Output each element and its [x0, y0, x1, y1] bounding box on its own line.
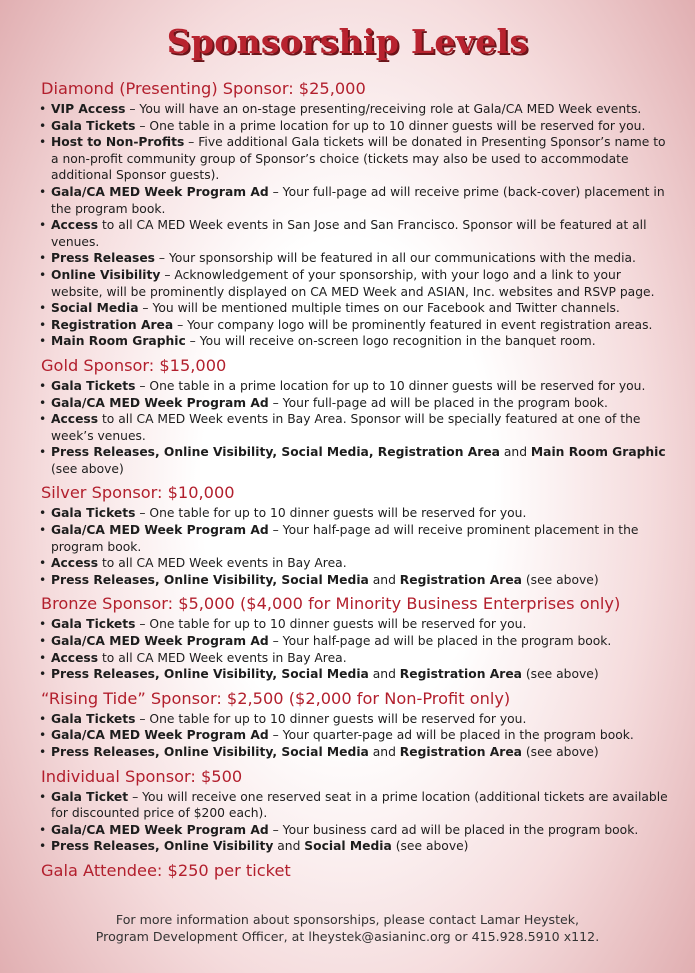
- benefit-name: Gala Ticket: [51, 789, 129, 804]
- sponsor-level-section: [41, 483, 671, 588]
- benefit-description: (see above): [521, 745, 599, 759]
- benefit-description: – You will receive one reserved seat in a prime location (additional tickets are available for discounted price of $200 each).: [51, 789, 668, 821]
- benefit-item: [39, 650, 671, 667]
- benefit-list: [41, 711, 671, 761]
- sponsor-level-heading: Gala Attendee: $250 per ticket: [41, 860, 291, 880]
- benefit-name: Gala Tickets: [51, 617, 136, 632]
- benefit-description: – You will receive on-screen logo recognition in the banquet room.: [185, 334, 596, 349]
- benefit-name: Main Room Graphic: [51, 334, 186, 349]
- benefit-description: – You will have an on-stage presenting/receiving role at Gala/CA MED Week events.: [125, 102, 642, 116]
- benefit-description: – Your half-page ad will be placed in the program book.: [268, 634, 612, 649]
- benefit-item: [39, 184, 671, 217]
- benefit-description: to all CA MED Week events in Bay Area. Sponsor will be specially featured at one of the week’s venues.: [51, 412, 641, 443]
- sponsor-level-section: [41, 79, 671, 350]
- benefit-name: VIP Access: [51, 102, 126, 116]
- sponsor-level-heading: Gold Sponsor: $15,000: [41, 355, 227, 375]
- benefit-name: Gala Tickets: [51, 506, 136, 521]
- benefit-name: Social Media: [51, 301, 139, 316]
- benefit-name: Gala/CA MED Week Program Ad: [51, 523, 269, 538]
- sponsor-level-section: [41, 356, 671, 478]
- benefit-item: [39, 744, 671, 761]
- benefit-description: (see above): [391, 839, 469, 854]
- benefit-name: Registration Area: [51, 317, 174, 332]
- benefit-description: and: [273, 839, 305, 854]
- sponsor-level-heading: Silver Sponsor: $10,000: [41, 483, 235, 503]
- benefit-description: – Acknowledgement of your sponsorship, with your logo and a link to your website, will be prominently displayed on CA MED Week and ASIAN, Inc. websites and RSVP page.: [51, 267, 655, 299]
- benefit-item: [39, 789, 671, 822]
- benefit-item: [39, 134, 671, 184]
- sponsor-level-heading: Individual Sponsor: $500: [41, 766, 243, 786]
- benefit-item: [39, 505, 671, 522]
- benefit-item: [39, 522, 671, 555]
- benefit-item: [39, 378, 671, 395]
- benefit-description: (see above): [521, 667, 599, 682]
- benefit-item: [39, 633, 671, 650]
- benefit-description: – Your full-page ad will receive prime (back-cover) placement in the program book.: [51, 184, 665, 216]
- sponsor-level-section: [41, 689, 671, 761]
- footer-line-1: For more information about sponsorships, please contact Lamar Heystek,: [115, 912, 580, 927]
- benefit-name: Registration Area: [399, 572, 522, 587]
- benefit-name: Gala/CA MED Week Program Ad: [51, 634, 269, 649]
- benefit-description: (see above): [51, 461, 124, 476]
- benefit-list: [41, 505, 671, 588]
- benefit-list: [41, 789, 671, 855]
- benefit-name: Press Releases, Online Visibility, Social Media, Registration Area: [51, 445, 500, 460]
- benefit-name: Gala/CA MED Week Program Ad: [51, 822, 269, 837]
- benefit-name: Gala Tickets: [51, 118, 136, 133]
- benefit-description: – Your quarter-page ad will be placed in the program book.: [268, 728, 634, 743]
- sponsor-level-section: [41, 594, 671, 682]
- benefit-item: [39, 727, 671, 744]
- benefit-item: [39, 118, 671, 135]
- benefit-name: Main Room Graphic: [530, 445, 666, 460]
- benefit-description: to all CA MED Week events in San Jose and San Francisco. Sponsor will be featured at all venues.: [51, 218, 647, 249]
- sponsor-level-section: [41, 767, 671, 855]
- benefit-name: Host to Non-Profits: [51, 135, 185, 150]
- benefit-description: and: [368, 572, 400, 587]
- benefit-name: Press Releases, Online Visibility, Social Media: [51, 667, 369, 682]
- benefit-description: – Your half-page ad will receive prominent placement in the program book.: [51, 523, 639, 554]
- benefit-description: – You will be mentioned multiple times on our Facebook and Twitter channels.: [138, 301, 620, 316]
- benefit-name: Gala/CA MED Week Program Ad: [51, 184, 269, 199]
- benefit-list: [41, 616, 671, 682]
- benefit-description: – Your company logo will be prominently featured in event registration areas.: [173, 317, 653, 332]
- benefit-name: Press Releases, Online Visibility: [51, 839, 274, 854]
- benefit-name: Gala Tickets: [51, 711, 136, 726]
- benefit-name: Gala/CA MED Week Program Ad: [51, 728, 269, 743]
- benefit-description: and: [499, 445, 531, 460]
- benefit-item: [39, 267, 671, 300]
- benefit-description: – Your sponsorship will be featured in all our communications with the media.: [154, 251, 636, 266]
- benefit-item: [39, 250, 671, 267]
- benefit-description: – Your full-page ad will be placed in the program book.: [268, 395, 608, 410]
- benefit-description: – One table for up to 10 dinner guests will be reserved for you.: [135, 617, 527, 632]
- benefit-name: Access: [51, 650, 99, 665]
- benefit-description: and: [368, 745, 400, 759]
- benefit-item: [39, 395, 671, 412]
- benefit-item: [39, 217, 671, 250]
- benefit-description: – One table for up to 10 dinner guests will be reserved for you.: [135, 711, 527, 726]
- sponsorship-levels-list: [41, 79, 671, 887]
- benefit-description: to all CA MED Week events in Bay Area.: [98, 556, 347, 571]
- benefit-item: [39, 838, 671, 855]
- sponsor-level-heading: Bronze Sponsor: $5,000 ($4,000 for Minority Business Enterprises only): [41, 594, 621, 614]
- benefit-item: [39, 101, 671, 118]
- benefit-item: [39, 572, 671, 589]
- benefit-name: Press Releases: [51, 251, 155, 266]
- benefit-item: [39, 444, 671, 477]
- benefit-description: – One table for up to 10 dinner guests will be reserved for you.: [135, 506, 527, 521]
- benefit-item: [39, 711, 671, 728]
- benefit-name: Registration Area: [399, 667, 522, 682]
- benefit-name: Social Media: [304, 839, 392, 854]
- page-title: Sponsorship Levels: [166, 22, 529, 61]
- benefit-item: [39, 666, 671, 683]
- benefit-name: Gala/CA MED Week Program Ad: [51, 395, 269, 410]
- benefit-name: Access: [51, 218, 99, 233]
- benefit-name: Access: [51, 412, 99, 427]
- benefit-item: [39, 300, 671, 317]
- benefit-description: (see above): [521, 572, 599, 587]
- benefit-name: Press Releases, Online Visibility, Social Media: [51, 572, 369, 587]
- benefit-description: – Your business card ad will be placed in the program book.: [268, 822, 639, 837]
- sponsor-level-section: [41, 861, 671, 881]
- benefit-description: to all CA MED Week events in Bay Area.: [98, 650, 347, 665]
- benefit-item: [39, 555, 671, 572]
- benefit-name: Access: [51, 556, 99, 571]
- benefit-description: – Five additional Gala tickets will be donated in Presenting Sponsor’s name to a non-profit community group of Sponsor’s choice (tickets may also be used to accommodate additional Sponsor guests).: [51, 135, 666, 183]
- benefit-name: Online Visibility: [51, 267, 161, 282]
- contact-footer: [0, 911, 695, 945]
- benefit-name: Press Releases, Online Visibility, Social Media: [51, 745, 369, 759]
- benefit-name: Gala Tickets: [51, 378, 136, 393]
- benefit-list: [41, 378, 671, 478]
- benefit-item: [39, 333, 671, 350]
- benefit-item: [39, 411, 671, 444]
- benefit-description: and: [368, 667, 400, 682]
- sponsor-level-heading: Diamond (Presenting) Sponsor: $25,000: [41, 79, 366, 98]
- benefit-name: Registration Area: [399, 745, 522, 759]
- benefit-item: [39, 822, 671, 839]
- footer-line-2: Program Development Officer, at lheystek@asianinc.org or 415.928.5910 x112.: [95, 929, 600, 944]
- benefit-list: [41, 101, 671, 350]
- benefit-description: – One table in a prime location for up to 10 dinner guests will be reserved for you.: [135, 378, 646, 393]
- benefit-item: [39, 616, 671, 633]
- sponsor-level-heading: “Rising Tide” Sponsor: $2,500 ($2,000 for Non-Profit only): [41, 688, 511, 708]
- benefit-item: [39, 317, 671, 334]
- benefit-description: – One table in a prime location for up to 10 dinner guests will be reserved for you.: [135, 118, 646, 133]
